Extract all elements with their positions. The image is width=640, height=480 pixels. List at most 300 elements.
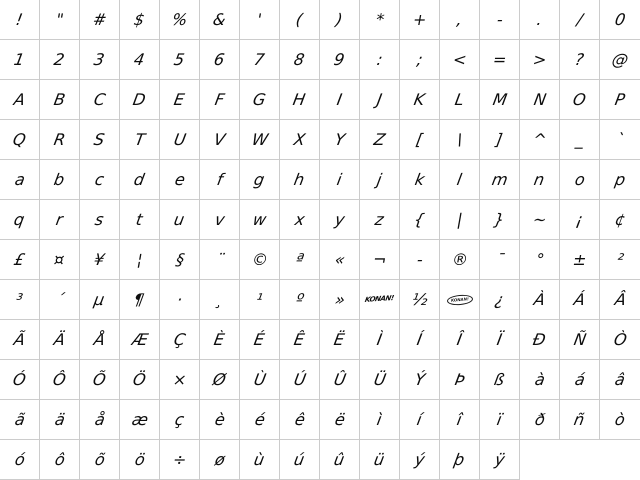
konan-stamp-glyph: KONAN!: [446, 293, 473, 305]
glyph-cell: [520, 360, 560, 400]
glyph-cell: [600, 0, 640, 40]
glyph: 3: [92, 49, 107, 69]
glyph: Û: [332, 369, 348, 389]
glyph: ¸: [213, 289, 226, 309]
glyph: ä: [53, 409, 67, 429]
glyph: $: [132, 9, 147, 29]
glyph-cell: [600, 240, 640, 280]
glyph: ç: [173, 409, 186, 429]
konan-logo-glyph: KONAN!: [364, 294, 395, 304]
glyph: G: [251, 89, 268, 109]
glyph-cell: [560, 40, 600, 80]
glyph: h: [292, 169, 307, 189]
glyph: *: [373, 9, 386, 29]
glyph: f: [215, 169, 225, 189]
glyph-cell: [560, 120, 600, 160]
glyph-cell: [600, 160, 640, 200]
glyph-cell: [520, 400, 560, 440]
glyph: Ý: [413, 369, 427, 389]
glyph-cell: [400, 240, 440, 280]
glyph-cell: [80, 360, 120, 400]
glyph: Ö: [131, 369, 148, 389]
glyph: R: [52, 129, 67, 149]
glyph-cell: [480, 80, 520, 120]
glyph-cell: [480, 360, 520, 400]
glyph: Ì: [375, 329, 384, 349]
glyph-cell: [160, 280, 200, 320]
glyph-cell: [80, 320, 120, 360]
glyph: 0: [613, 9, 627, 29]
glyph-cell: [40, 360, 80, 400]
glyph: Ø: [211, 369, 228, 389]
glyph: ë: [332, 409, 347, 429]
glyph: ê: [292, 409, 307, 429]
glyph: v: [213, 209, 226, 229]
glyph: j: [375, 169, 384, 189]
glyph-cell: [40, 440, 80, 480]
glyph: |: [455, 209, 464, 229]
glyph: ø: [213, 449, 227, 469]
glyph-cell: [80, 40, 120, 80]
glyph-cell: [440, 400, 480, 440]
glyph-cell: [360, 120, 400, 160]
glyph-cell: [40, 280, 80, 320]
glyph: \: [455, 129, 464, 149]
glyph-cell: [0, 40, 40, 80]
glyph-cell: [480, 280, 520, 320]
glyph: e: [172, 169, 187, 189]
glyph: Å: [92, 329, 107, 349]
glyph-cell: [120, 120, 160, 160]
glyph-cell: [400, 120, 440, 160]
glyph-cell: [0, 320, 40, 360]
glyph: B: [52, 89, 67, 109]
glyph: ý: [413, 449, 426, 469]
glyph: W: [249, 129, 270, 149]
glyph: à: [533, 369, 547, 389]
glyph: .: [535, 9, 544, 29]
glyph-cell: [360, 80, 400, 120]
glyph: Þ: [453, 369, 467, 389]
glyph-cell: [440, 280, 480, 320]
glyph: 5: [172, 49, 187, 69]
glyph: è: [212, 409, 227, 429]
glyph: ó: [13, 449, 27, 469]
glyph: k: [413, 169, 426, 189]
glyph: ÿ: [493, 449, 506, 469]
glyph: »: [332, 289, 347, 309]
glyph: È: [212, 329, 227, 349]
glyph-cell: [440, 240, 480, 280]
glyph: ª: [294, 249, 306, 269]
glyph-cell: [400, 0, 440, 40]
glyph-cell: [600, 400, 640, 440]
glyph-cell: [200, 400, 240, 440]
glyph-cell: [320, 240, 360, 280]
glyph-cell: [480, 120, 520, 160]
glyph-cell: [400, 440, 440, 480]
glyph-cell: [520, 240, 560, 280]
glyph-cell: [480, 320, 520, 360]
glyph: ½: [410, 289, 430, 309]
glyph-cell: [560, 400, 600, 440]
glyph-cell: [320, 80, 360, 120]
glyph: º: [294, 289, 306, 309]
glyph-cell: [160, 320, 200, 360]
glyph-cell: [160, 40, 200, 80]
glyph: Ô: [51, 369, 68, 389]
glyph: ¡: [574, 209, 585, 229]
glyph-cell: [200, 200, 240, 240]
glyph: æ: [129, 409, 150, 429]
glyph-cell: [560, 360, 600, 400]
glyph: ò: [613, 409, 627, 429]
glyph: ö: [133, 449, 147, 469]
glyph: ß: [492, 369, 507, 389]
glyph: §: [173, 249, 186, 269]
glyph-cell: [280, 80, 320, 120]
glyph-cell: [280, 320, 320, 360]
glyph-cell: [360, 440, 400, 480]
glyph-cell: [320, 0, 360, 40]
glyph-cell: [320, 440, 360, 480]
glyph-cell: [0, 80, 40, 120]
glyph-cell: [320, 280, 360, 320]
glyph-cell: [200, 320, 240, 360]
glyph: ì: [375, 409, 384, 429]
glyph-cell: [280, 160, 320, 200]
glyph: ]: [494, 129, 505, 149]
glyph: Â: [612, 289, 628, 309]
glyph: J: [375, 89, 384, 109]
glyph: ÷: [171, 449, 188, 469]
glyph: M: [491, 89, 509, 109]
glyph: [: [414, 129, 425, 149]
glyph-cell: [600, 320, 640, 360]
glyph: E: [172, 89, 187, 109]
glyph-cell: [400, 40, 440, 80]
glyph: Ã: [12, 329, 27, 349]
glyph: ¨: [213, 249, 226, 269]
glyph-cell: [160, 360, 200, 400]
glyph: w: [251, 209, 268, 229]
glyph: -: [495, 9, 505, 29]
glyph: X: [292, 129, 307, 149]
glyph-cell: [240, 160, 280, 200]
glyph-cell: [0, 360, 40, 400]
glyph-cell: [320, 160, 360, 200]
glyph: -: [415, 249, 425, 269]
glyph-cell: [200, 120, 240, 160]
glyph-cell: [80, 240, 120, 280]
glyph: ;: [415, 49, 424, 69]
glyph: `: [614, 129, 626, 149]
glyph: 1: [12, 49, 27, 69]
glyph: b: [52, 169, 67, 189]
glyph-cell: [280, 0, 320, 40]
glyph-cell: [80, 440, 120, 480]
glyph-cell: [480, 440, 520, 480]
glyph-cell: [520, 280, 560, 320]
glyph-cell: [360, 320, 400, 360]
glyph-cell: [80, 160, 120, 200]
glyph: {: [412, 209, 427, 229]
glyph-cell: [320, 400, 360, 440]
glyph: 7: [252, 49, 267, 69]
glyph-cell: [320, 200, 360, 240]
glyph-cell: [160, 240, 200, 280]
glyph-cell: [600, 40, 640, 80]
glyph-cell: [160, 160, 200, 200]
glyph-cell: [440, 200, 480, 240]
glyph: g: [252, 169, 267, 189]
glyph-cell: [520, 160, 560, 200]
glyph-cell: [280, 400, 320, 440]
glyph: À: [532, 289, 547, 309]
glyph: Y: [333, 129, 347, 149]
glyph-cell: [280, 360, 320, 400]
glyph: õ: [93, 449, 107, 469]
glyph-cell: [240, 0, 280, 40]
glyph: ²: [615, 249, 625, 269]
glyph-cell: [120, 360, 160, 400]
glyph-cell: [560, 320, 600, 360]
glyph: }: [492, 209, 507, 229]
glyph-cell: [0, 440, 40, 480]
glyph-cell: [480, 240, 520, 280]
glyph: í: [415, 409, 424, 429]
glyph-cell: [520, 80, 560, 120]
glyph-cell: [280, 240, 320, 280]
glyph: i: [335, 169, 344, 189]
glyph: &: [211, 9, 228, 29]
glyph-cell: [480, 200, 520, 240]
glyph: u: [172, 209, 187, 229]
glyph: /: [575, 9, 584, 29]
glyph: H: [291, 89, 308, 109]
glyph: é: [252, 409, 267, 429]
glyph-cell: [560, 280, 600, 320]
glyph: Ë: [332, 329, 347, 349]
glyph-cell: [400, 200, 440, 240]
glyph: t: [134, 209, 145, 229]
glyph-cell: [360, 360, 400, 400]
glyph-cell: [600, 200, 640, 240]
glyph-cell: [360, 400, 400, 440]
glyph-cell: [560, 200, 600, 240]
glyph-cell: [40, 0, 80, 40]
glyph: ¥: [92, 249, 107, 269]
glyph: Q: [11, 129, 28, 149]
glyph: Ê: [292, 329, 307, 349]
glyph: x: [293, 209, 306, 229]
glyph-cell: [560, 160, 600, 200]
glyph-cell: [480, 0, 520, 40]
glyph: Ù: [252, 369, 268, 389]
glyph: Ñ: [571, 329, 588, 349]
glyph: ?: [573, 49, 586, 69]
glyph: V: [212, 129, 227, 149]
glyph-cell: [440, 0, 480, 40]
glyph-cell: [120, 440, 160, 480]
glyph: >: [531, 49, 548, 69]
glyph: ð: [533, 409, 547, 429]
glyph: ú: [292, 449, 307, 469]
glyph-cell: [240, 120, 280, 160]
glyph-cell: [200, 80, 240, 120]
glyph: O: [571, 89, 588, 109]
glyph-cell: [120, 40, 160, 80]
glyph: ¬: [371, 249, 388, 269]
glyph-cell: [160, 440, 200, 480]
glyph: °: [533, 249, 546, 269]
glyph: ': [255, 9, 264, 29]
glyph-cell: [240, 440, 280, 480]
glyph-cell: [240, 320, 280, 360]
glyph: U: [172, 129, 188, 149]
glyph: s: [93, 209, 106, 229]
glyph-cell: [200, 240, 240, 280]
glyph: Ð: [531, 329, 548, 349]
glyph-cell: [0, 120, 40, 160]
glyph: ©: [249, 249, 270, 269]
glyph-cell: [200, 40, 240, 80]
glyph: ): [334, 9, 345, 29]
glyph-cell: [120, 160, 160, 200]
glyph: Æ: [130, 329, 150, 349]
glyph-cell: [400, 360, 440, 400]
glyph-cell: [240, 200, 280, 240]
glyph: Ü: [372, 369, 388, 389]
glyph-cell: [160, 80, 200, 120]
glyph: z: [373, 209, 386, 229]
glyph: É: [252, 329, 267, 349]
glyph: ±: [571, 249, 588, 269]
glyph-cell: [200, 440, 240, 480]
glyph-cell: [160, 400, 200, 440]
glyph: ": [54, 9, 65, 29]
glyph-cell: [440, 120, 480, 160]
glyph-cell: [320, 40, 360, 80]
glyph: ü: [372, 449, 387, 469]
glyph: !: [14, 9, 25, 29]
glyph: â: [613, 369, 627, 389]
glyph: û: [332, 449, 347, 469]
glyph: Õ: [91, 369, 108, 389]
glyph: 4: [132, 49, 147, 69]
glyph-cell: [120, 240, 160, 280]
glyph-cell: [0, 0, 40, 40]
glyph: l: [455, 169, 464, 189]
glyph-cell: [480, 160, 520, 200]
glyph-cell: [360, 160, 400, 200]
glyph: _: [573, 129, 586, 149]
glyph-cell: [240, 40, 280, 80]
glyph: ×: [171, 369, 188, 389]
glyph-cell: [600, 120, 640, 160]
glyph: d: [132, 169, 147, 189]
glyph: a: [13, 169, 27, 189]
glyph: Ç: [172, 329, 187, 349]
glyph-cell: [200, 280, 240, 320]
glyph-cell: [80, 400, 120, 440]
glyph-cell: [200, 0, 240, 40]
glyph: ·: [175, 289, 184, 309]
glyph: 9: [332, 49, 347, 69]
glyph-cell: [320, 120, 360, 160]
glyph: Ä: [52, 329, 67, 349]
glyph-cell: [320, 320, 360, 360]
empty-cell: [600, 440, 640, 480]
glyph-cell: [240, 240, 280, 280]
glyph-cell: [280, 200, 320, 240]
glyph-cell: [0, 160, 40, 200]
glyph-cell: [360, 240, 400, 280]
glyph-cell: [0, 400, 40, 440]
glyph-cell: [560, 80, 600, 120]
glyph: T: [133, 129, 147, 149]
glyph: %: [170, 9, 189, 29]
glyph: ¹: [254, 289, 265, 309]
glyph-cell: [400, 280, 440, 320]
glyph-cell: [600, 80, 640, 120]
glyph-cell: [280, 280, 320, 320]
glyph: I: [335, 89, 344, 109]
glyph: =: [491, 49, 508, 69]
glyph-cell: [440, 320, 480, 360]
glyph: r: [54, 209, 65, 229]
glyph: ã: [13, 409, 27, 429]
glyph-cell: [520, 0, 560, 40]
glyph-cell: [360, 280, 400, 320]
empty-cell: [520, 440, 560, 480]
glyph-cell: [480, 400, 520, 440]
glyph: þ: [452, 449, 467, 469]
glyph-cell: [440, 160, 480, 200]
glyph: #: [91, 9, 108, 29]
glyph: S: [92, 129, 107, 149]
glyph: (: [294, 9, 305, 29]
glyph: m: [490, 169, 510, 189]
glyph-cell: [400, 400, 440, 440]
glyph: µ: [92, 289, 107, 309]
glyph: Ó: [11, 369, 28, 389]
glyph: Z: [372, 129, 387, 149]
glyph-cell: [440, 40, 480, 80]
glyph: P: [613, 89, 627, 109]
glyph: n: [532, 169, 547, 189]
glyph-cell: [0, 240, 40, 280]
glyph: ¿: [493, 289, 506, 309]
glyph: å: [93, 409, 107, 429]
glyph-cell: [480, 40, 520, 80]
glyph-cell: [240, 280, 280, 320]
glyph-cell: [280, 440, 320, 480]
glyph-cell: [40, 200, 80, 240]
glyph: :: [375, 49, 384, 69]
glyph-cell: [120, 200, 160, 240]
glyph: @: [610, 49, 630, 69]
glyph: F: [213, 89, 226, 109]
glyph-cell: [80, 200, 120, 240]
glyph: ¦: [135, 249, 144, 269]
glyph-cell: [80, 80, 120, 120]
glyph-cell: [320, 360, 360, 400]
glyph-cell: [80, 0, 120, 40]
glyph-cell: [120, 80, 160, 120]
glyph: ¤: [52, 249, 67, 269]
glyph-cell: [80, 120, 120, 160]
